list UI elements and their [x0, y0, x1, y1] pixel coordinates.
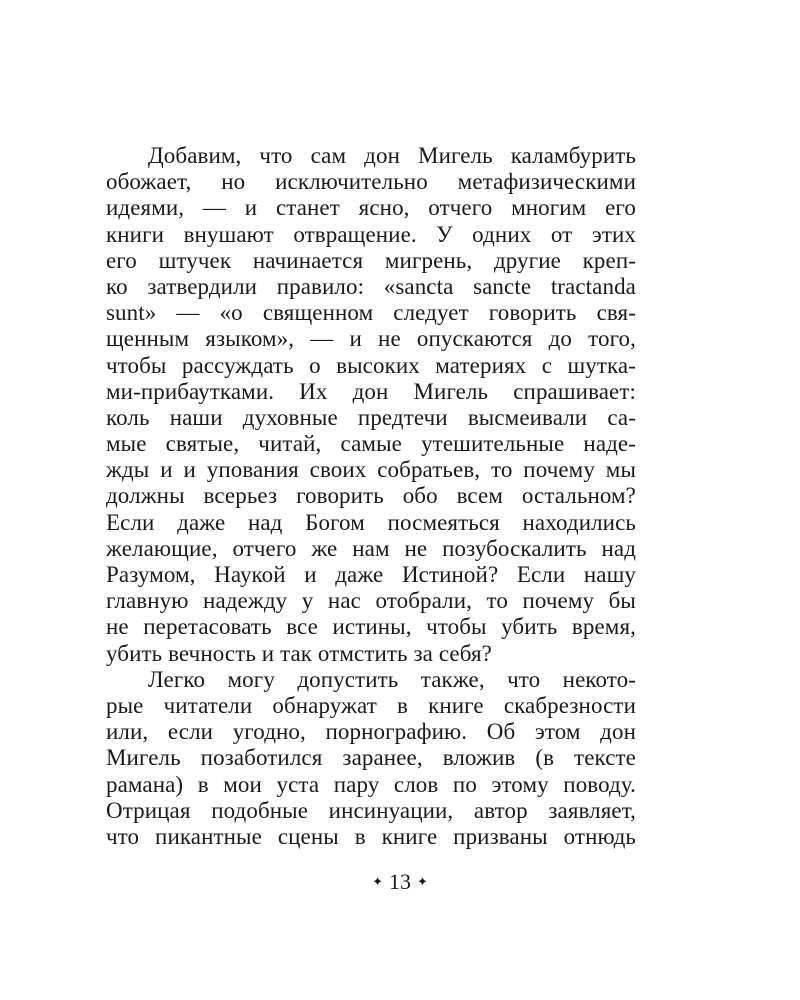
text-line: желающие, отчего же нам не позубоскалить над [106, 535, 636, 561]
page-number: 13 [389, 869, 411, 894]
text-line: Легко могу допустить также, что некото- [148, 666, 636, 692]
text-line: Мигель позаботился заранее, вложив (в тексте [106, 745, 636, 771]
text-line: коль наши духовные предтечи высмеивали са- [106, 404, 636, 430]
text-line: Отрицая подобные инсинуации, автор заявляет, [106, 797, 636, 823]
text-line: должны всерьез говорить обо всем остальном? [106, 483, 636, 509]
text-line: ми-прибаутками. Их дон Мигель спрашивает: [106, 378, 636, 404]
text-line: sunt» — «о священном следует говорить свя- [106, 300, 636, 326]
text-line: мые святые, читай, самые утешительные наде- [106, 431, 636, 457]
text-line: рамана) в мои уста пару слов по этому поводу. [106, 771, 636, 797]
text-line: книги внушают отвращение. У одних от этих [106, 221, 636, 247]
text-line: щенным языком», — и не опускаются до того, [106, 326, 636, 352]
text-line: обожает, но исключительно метафизическими [106, 169, 636, 195]
text-line: жды и и упования своих собратьев, то почему мы [106, 457, 636, 483]
paragraph-1 [106, 143, 636, 667]
paragraph-2 [106, 667, 636, 850]
four-pointed-star-icon: ✦ [372, 874, 383, 889]
text-line: идеями, — и станет ясно, отчего многим его [106, 195, 636, 221]
text-line: ко затвердили правило: «sancta sancte tractanda [106, 273, 636, 299]
text-line: Разумом, Наукой и даже Истиной? Если нашу [106, 562, 636, 587]
text-line: чтобы рассуждать о высоких материях с шутка- [106, 352, 636, 378]
text-line: убить вечность и так отмстить за себя? [106, 640, 492, 666]
text-line: Добавим, что сам дон Мигель каламбурить [148, 143, 636, 168]
text-line: его штучек начинается мигрень, другие креп- [106, 247, 636, 273]
body-text [106, 143, 636, 850]
text-line: Если даже над Богом посмеяться находились [106, 509, 636, 535]
text-line: рые читатели обнаружат в книге скабрезности [106, 692, 636, 718]
four-pointed-star-icon: ✦ [417, 874, 428, 889]
page-number-footer [0, 869, 800, 895]
text-line: главную надежду у нас отобрали, то почему бы [106, 588, 636, 614]
text-line: или, если угодно, порнографию. Об этом дон [106, 719, 636, 745]
text-line: что пикантные сцены в книге призваны отнюдь [106, 823, 636, 849]
text-line: не перетасовать все истины, чтобы убить время, [106, 614, 636, 640]
